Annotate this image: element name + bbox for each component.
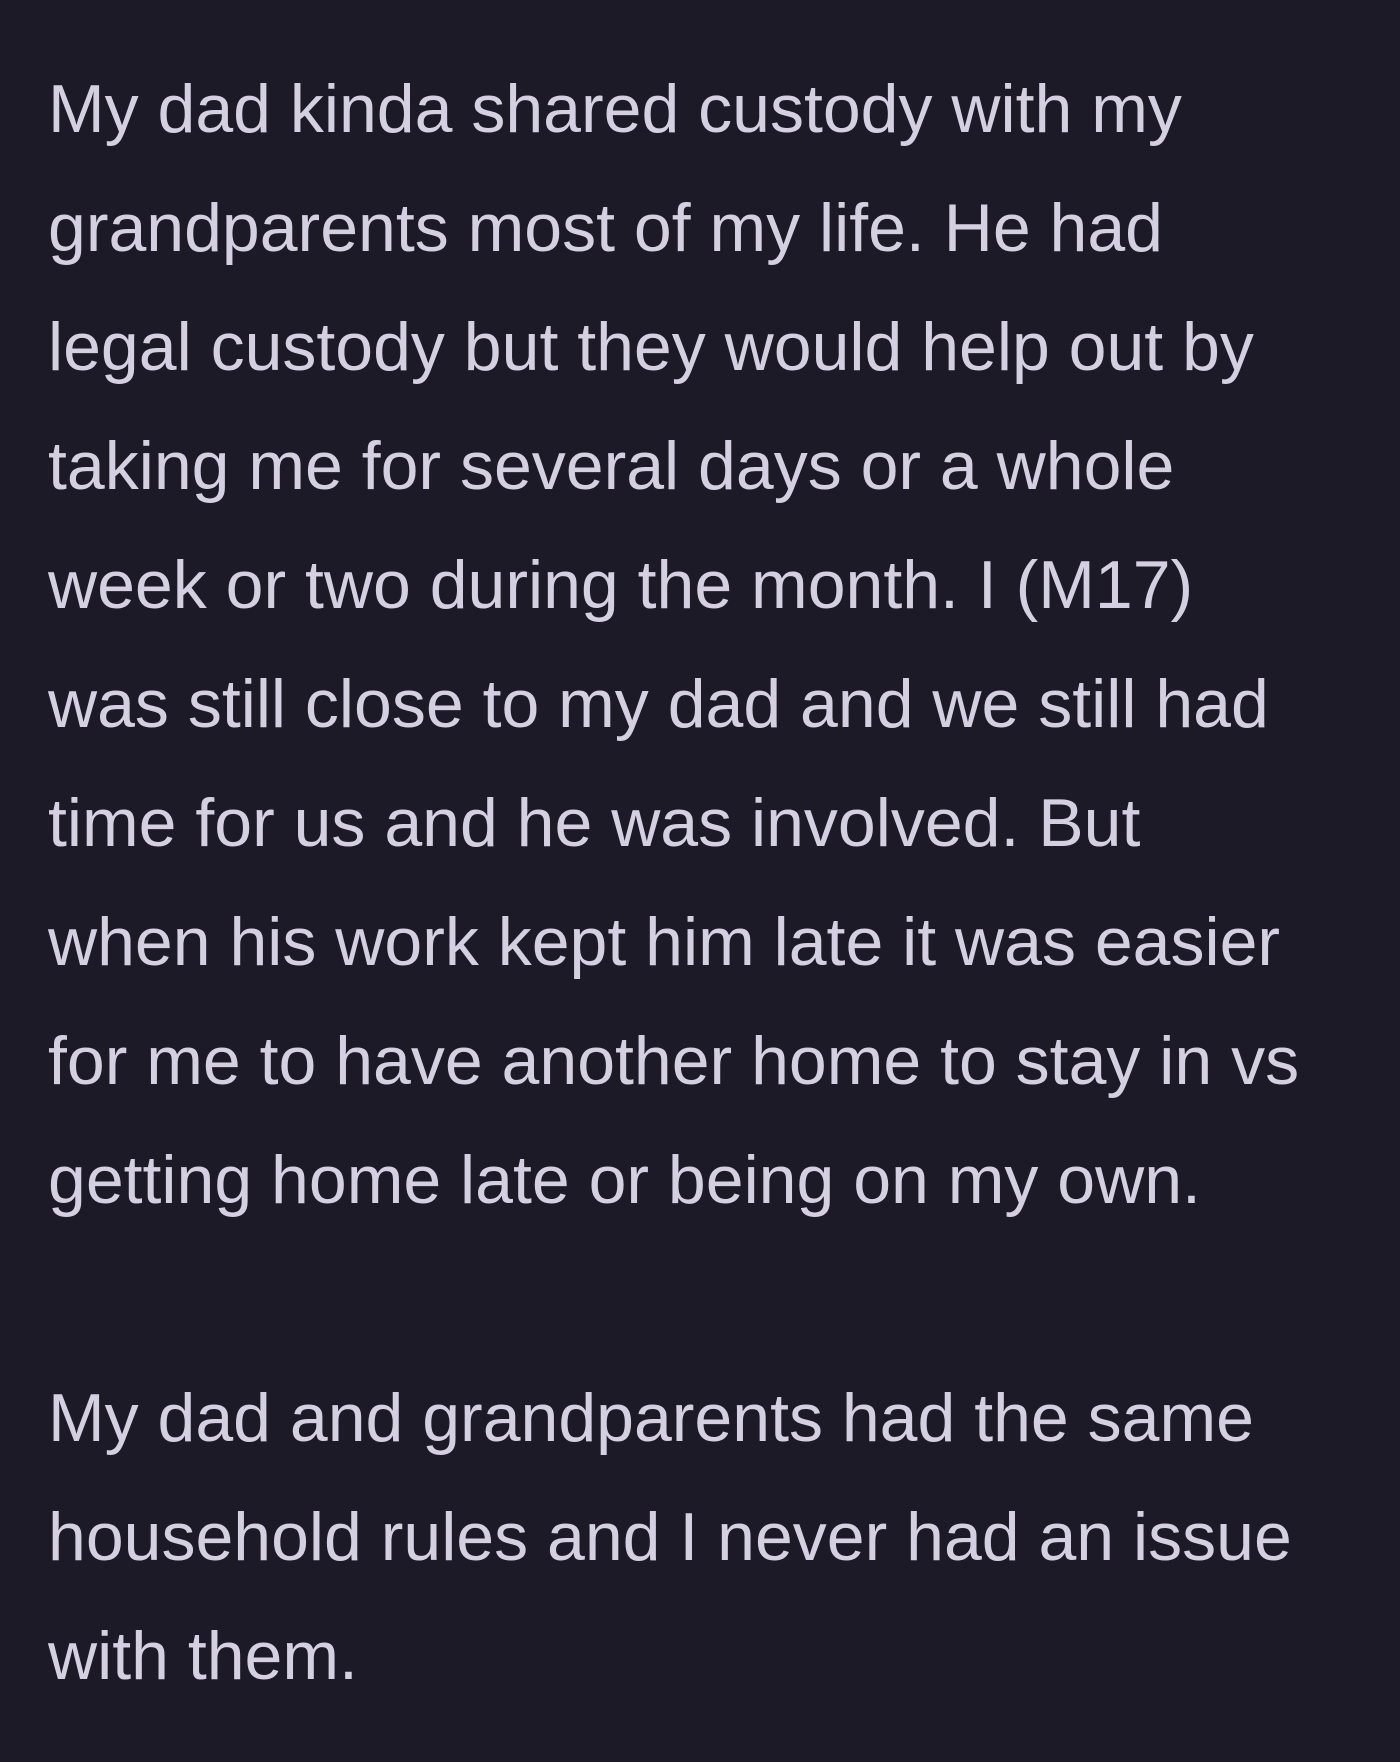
post-paragraph-1: My dad kinda shared custody with my grandparents most of my life. He had legal custody but they would help out by taking me for several days or a whole week or two during the month. I (M17) was still close to my dad and we still had time for us and he was involved. But when his work kept him late it was easier for me to have another home to stay in vs getting home late or being on my own. [48,71,1300,1218]
post-paragraph-2: My dad and grandparents had the same household rules and I never had an issue with them. [48,1380,1292,1694]
